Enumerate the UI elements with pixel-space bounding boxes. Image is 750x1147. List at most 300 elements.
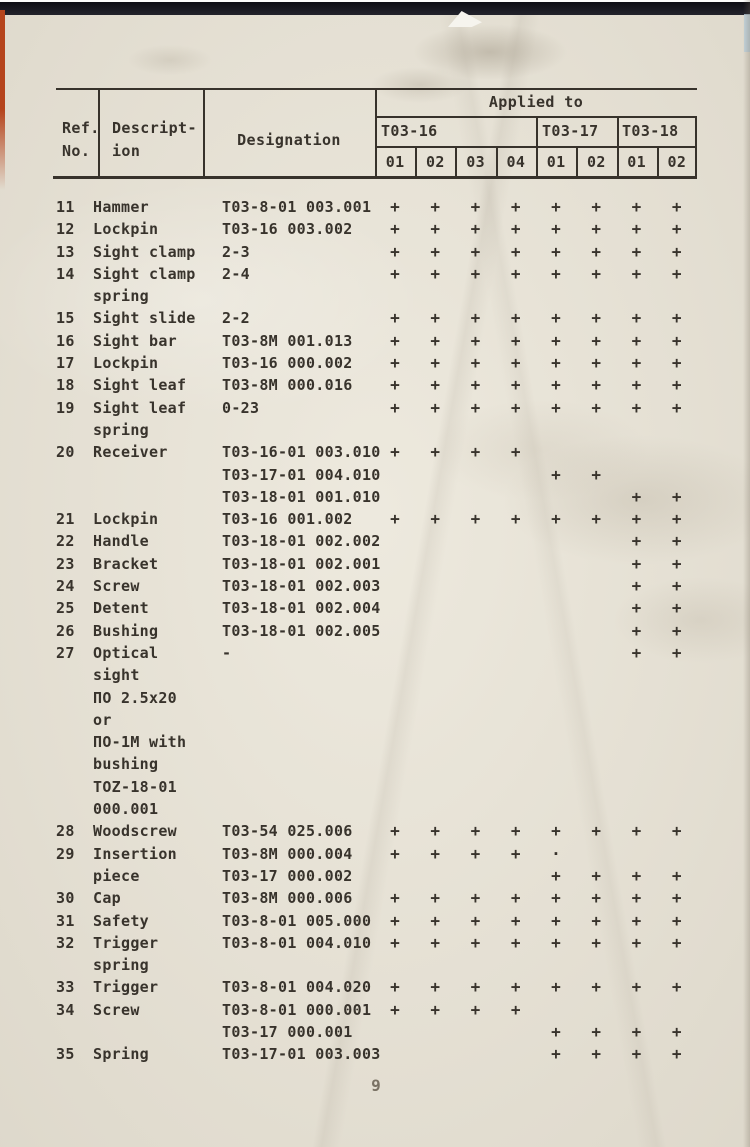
- designation-cell: T03-8-01 000.001: [222, 1000, 372, 1019]
- plus-mark: +: [551, 219, 562, 239]
- plus-mark: [456, 664, 496, 686]
- plus-mark: [415, 419, 455, 441]
- plus-mark: +: [591, 865, 602, 885]
- header-model-t03-16: T03-16: [381, 122, 438, 140]
- plus-mark: +: [551, 509, 562, 529]
- plus-mark: +: [671, 353, 682, 373]
- plus-mark: [496, 753, 536, 775]
- ref-no-cell: [56, 731, 93, 753]
- table-row: [56, 999, 697, 1021]
- table-row: [56, 575, 697, 597]
- plus-mark: [456, 553, 496, 575]
- plus-mark: [415, 575, 455, 597]
- subcol-label: 01: [627, 153, 647, 171]
- plus-mark: [617, 709, 657, 731]
- subcol-label: 02: [667, 153, 687, 171]
- ref-no-cell: 14: [56, 264, 75, 283]
- ref-no-cell: 35: [56, 1045, 75, 1064]
- designation-cell: T03-8-01 004.010: [222, 933, 372, 952]
- plus-mark: +: [430, 888, 441, 908]
- ref-no-cell: 13: [56, 242, 75, 261]
- plus-mark: [536, 620, 576, 642]
- designation-cell: T03-54 025.006: [222, 822, 353, 841]
- description-cell: Detent: [93, 599, 149, 618]
- designation-cell: T03-16 003.002: [222, 220, 353, 239]
- plus-mark: [576, 776, 616, 798]
- designation-cell: T03-18-01 002.001: [222, 554, 381, 573]
- plus-mark: [496, 419, 536, 441]
- plus-mark: +: [510, 999, 521, 1019]
- plus-mark: [415, 798, 455, 820]
- table-row: [56, 307, 697, 329]
- table-row: [56, 597, 697, 619]
- plus-mark: +: [671, 642, 682, 662]
- plus-mark: +: [510, 308, 521, 328]
- plus-mark: [456, 1021, 496, 1043]
- plus-mark: [576, 954, 616, 976]
- plus-mark: [415, 664, 455, 686]
- plus-mark: +: [510, 977, 521, 997]
- plus-mark: [415, 753, 455, 775]
- ref-no-cell: [56, 954, 93, 976]
- designation-cell: T03-17 000.002: [222, 866, 353, 885]
- applicability-marks-cell: [375, 1021, 697, 1043]
- plus-mark: +: [390, 353, 401, 373]
- plus-mark: +: [631, 375, 642, 395]
- description-cell: Trigger: [93, 978, 159, 997]
- plus-mark: +: [671, 219, 682, 239]
- designation-cell: T03-16 001.002: [222, 510, 353, 529]
- plus-mark: [536, 642, 576, 664]
- ref-no-cell: [56, 464, 93, 486]
- header-applied-to: Applied to: [488, 93, 584, 111]
- plus-mark: +: [631, 486, 642, 506]
- plus-mark: [496, 776, 536, 798]
- plus-mark: +: [470, 843, 481, 863]
- ref-no-cell: [56, 776, 93, 798]
- description-cell: Trigger: [93, 933, 159, 952]
- plus-mark: +: [430, 241, 441, 261]
- plus-mark: [617, 664, 657, 686]
- table-row: [56, 820, 697, 842]
- plus-mark: [536, 731, 576, 753]
- applicability-marks-cell: [375, 731, 697, 753]
- ref-no-cell: [56, 798, 93, 820]
- plus-mark: +: [510, 910, 521, 930]
- description-cell: Sight clamp: [93, 264, 196, 283]
- plus-mark: [456, 1043, 496, 1065]
- description-cell: Sight slide: [93, 309, 196, 328]
- plus-mark: [576, 486, 616, 508]
- description-cell: Receiver: [93, 443, 168, 462]
- table-body: [56, 196, 697, 1066]
- applicability-marks-cell: [375, 307, 697, 329]
- plus-mark: +: [631, 553, 642, 573]
- description-cell: ПО-1M with: [93, 733, 187, 752]
- plus-mark: +: [591, 353, 602, 373]
- plus-mark: [617, 798, 657, 820]
- plus-mark: +: [551, 353, 562, 373]
- plus-mark: +: [671, 308, 682, 328]
- description-cell: Screw: [93, 577, 140, 596]
- plus-mark: +: [470, 375, 481, 395]
- description-cell: Insertion: [93, 844, 177, 863]
- plus-mark: +: [430, 821, 441, 841]
- plus-mark: [456, 597, 496, 619]
- plus-mark: +: [631, 1044, 642, 1064]
- plus-mark: +: [470, 219, 481, 239]
- table-row: [56, 464, 697, 486]
- plus-mark: [375, 753, 415, 775]
- plus-mark: [496, 1021, 536, 1043]
- plus-mark: +: [430, 442, 441, 462]
- ref-no-cell: 22: [56, 532, 75, 551]
- plus-mark: +: [390, 375, 401, 395]
- plus-mark: [456, 419, 496, 441]
- plus-mark: +: [631, 642, 642, 662]
- plus-mark: [415, 1021, 455, 1043]
- plus-mark: [536, 575, 576, 597]
- plus-mark: +: [671, 553, 682, 573]
- applicability-marks-cell: [375, 954, 697, 976]
- applicability-marks-cell: [375, 976, 697, 998]
- designation-cell: T03-8M 001.013: [222, 331, 353, 350]
- plus-mark: +: [551, 1021, 562, 1041]
- designation-cell: T03-8M 000.016: [222, 376, 353, 395]
- plus-mark: [617, 419, 657, 441]
- table-row: [56, 620, 697, 642]
- applicability-marks-cell: [375, 464, 697, 486]
- table-row: [56, 1021, 697, 1043]
- plus-mark: [576, 419, 616, 441]
- plus-mark: +: [591, 509, 602, 529]
- plus-mark: +: [631, 197, 642, 216]
- description-cell: Sight clamp: [93, 242, 196, 261]
- table-row: [56, 932, 697, 954]
- plus-mark: [496, 486, 536, 508]
- plus-mark: [536, 553, 576, 575]
- designation-cell: T03-18-01 002.004: [222, 599, 381, 618]
- designation-cell: T03-18-01 002.002: [222, 532, 381, 551]
- plus-mark: +: [390, 932, 401, 952]
- plus-mark: [375, 620, 415, 642]
- plus-mark: +: [551, 821, 562, 841]
- plus-mark: [415, 530, 455, 552]
- applicability-marks-cell: [375, 865, 697, 887]
- designation-cell: T03-16 000.002: [222, 354, 353, 373]
- plus-mark: +: [591, 464, 602, 484]
- plus-mark: [576, 441, 616, 463]
- plus-mark: [375, 776, 415, 798]
- plus-mark: +: [591, 375, 602, 395]
- header-description-line1: Descript-: [112, 119, 197, 137]
- plus-mark: [456, 865, 496, 887]
- plus-mark: +: [591, 932, 602, 952]
- plus-mark: +: [510, 241, 521, 261]
- plus-mark: [536, 798, 576, 820]
- plus-mark: +: [671, 263, 682, 283]
- description-cell: or: [93, 710, 112, 729]
- plus-mark: [456, 753, 496, 775]
- plus-mark: [456, 687, 496, 709]
- plus-mark: [536, 687, 576, 709]
- table-row: [56, 330, 697, 352]
- table-row: [56, 241, 697, 263]
- plus-mark: [496, 620, 536, 642]
- table-row: [56, 285, 697, 307]
- plus-mark: +: [631, 910, 642, 930]
- plus-mark: [375, 464, 415, 486]
- plus-mark: +: [390, 442, 401, 462]
- description-cell: Spring: [93, 1045, 149, 1064]
- plus-mark: [657, 753, 697, 775]
- designation-cell: 0-23: [222, 398, 260, 417]
- plus-mark: +: [390, 910, 401, 930]
- plus-mark: +: [551, 1044, 562, 1064]
- scanner-dark-edge: [0, 2, 750, 15]
- applicability-marks-cell: [375, 441, 697, 463]
- plus-mark: +: [591, 219, 602, 239]
- table-row: [56, 419, 697, 441]
- plus-mark: [415, 464, 455, 486]
- table-row: [56, 642, 697, 664]
- plus-mark: [657, 285, 697, 307]
- plus-mark: [375, 553, 415, 575]
- table-row: [56, 887, 697, 909]
- plus-mark: [617, 464, 657, 486]
- plus-mark: [536, 419, 576, 441]
- plus-mark: +: [390, 397, 401, 417]
- plus-mark: +: [470, 932, 481, 952]
- plus-mark: [456, 464, 496, 486]
- plus-mark: +: [591, 397, 602, 417]
- plus-mark: [617, 999, 657, 1021]
- applicability-marks-cell: [375, 798, 697, 820]
- designation-cell: T03-17-01 003.003: [222, 1045, 381, 1064]
- plus-mark: [657, 999, 697, 1021]
- plus-mark: [536, 530, 576, 552]
- designation-cell: 2-4: [222, 264, 250, 283]
- plus-mark: +: [510, 219, 521, 239]
- plus-mark: [576, 285, 616, 307]
- plus-mark: +: [591, 263, 602, 283]
- plus-mark: +: [671, 888, 682, 908]
- plus-mark: +: [510, 397, 521, 417]
- table-row: [56, 397, 697, 419]
- subcol-label: 02: [425, 153, 445, 171]
- designation-cell: 2-3: [222, 242, 250, 261]
- plus-mark: [536, 954, 576, 976]
- plus-mark: [657, 776, 697, 798]
- ref-no-cell: 17: [56, 354, 75, 373]
- applicability-marks-cell: [375, 642, 697, 664]
- plus-mark: [375, 575, 415, 597]
- plus-mark: [536, 441, 576, 463]
- designation-cell: T03-17-01 004.010: [222, 465, 381, 484]
- plus-mark: [576, 687, 616, 709]
- plus-mark: +: [551, 932, 562, 952]
- description-cell: Screw: [93, 1000, 140, 1019]
- plus-mark: +: [551, 197, 562, 216]
- ref-no-cell: 28: [56, 822, 75, 841]
- plus-mark: +: [430, 509, 441, 529]
- description-cell: Lockpin: [93, 510, 159, 529]
- plus-mark: [536, 486, 576, 508]
- plus-mark: +: [631, 865, 642, 885]
- plus-mark: [375, 1043, 415, 1065]
- plus-mark: +: [470, 999, 481, 1019]
- ref-no-cell: [56, 753, 93, 775]
- plus-mark: [657, 664, 697, 686]
- plus-mark: +: [430, 197, 441, 216]
- plus-mark: [617, 954, 657, 976]
- plus-mark: [576, 999, 616, 1021]
- plus-mark: +: [591, 821, 602, 841]
- plus-mark: +: [510, 330, 521, 350]
- plus-mark: +: [510, 353, 521, 373]
- plus-mark: [375, 664, 415, 686]
- plus-mark: [496, 553, 536, 575]
- table-row: [56, 352, 697, 374]
- header-ref-line1: Ref.: [62, 119, 100, 137]
- plus-mark: +: [631, 397, 642, 417]
- applicability-marks-cell: [375, 843, 697, 865]
- applicability-marks-cell: [375, 397, 697, 419]
- plus-mark: +: [390, 821, 401, 841]
- header-subcolumns: [375, 149, 697, 175]
- description-cell: Hammer: [93, 198, 149, 216]
- description-cell: [93, 486, 203, 508]
- plus-mark: +: [470, 397, 481, 417]
- ref-no-cell: 25: [56, 599, 75, 618]
- plus-mark: +: [430, 932, 441, 952]
- ref-no-cell: 11: [56, 198, 75, 216]
- plus-mark: +: [631, 620, 642, 640]
- plus-mark: [496, 731, 536, 753]
- plus-mark: +: [551, 263, 562, 283]
- plus-mark: +: [390, 977, 401, 997]
- table-row: [56, 731, 697, 753]
- description-cell: Handle: [93, 532, 149, 551]
- table-row: [56, 374, 697, 396]
- applicability-marks-cell: [375, 196, 697, 218]
- plus-mark: +: [390, 843, 401, 863]
- plus-mark: +: [671, 375, 682, 395]
- description-cell: bushing: [93, 755, 159, 774]
- plus-mark: [375, 530, 415, 552]
- designation-cell: -: [222, 643, 232, 662]
- description-cell: Woodscrew: [93, 822, 177, 841]
- plus-mark: [415, 597, 455, 619]
- plus-mark: +: [631, 531, 642, 551]
- plus-mark: +: [390, 241, 401, 261]
- plus-mark: +: [551, 308, 562, 328]
- description-cell: 000.001: [93, 800, 159, 819]
- applicability-marks-cell: [375, 575, 697, 597]
- table-row: [56, 530, 697, 552]
- plus-mark: [617, 731, 657, 753]
- designation-cell: T03-8-01 004.020: [222, 978, 372, 997]
- plus-mark: [375, 285, 415, 307]
- plus-mark: +: [390, 219, 401, 239]
- plus-mark: +: [671, 932, 682, 952]
- plus-mark: [576, 664, 616, 686]
- applicability-marks-cell: [375, 263, 697, 285]
- plus-mark: +: [551, 330, 562, 350]
- description-cell: piece: [93, 866, 140, 885]
- table-row: [56, 263, 697, 285]
- applicability-marks-cell: [375, 241, 697, 263]
- book-spine-strip: [0, 10, 5, 190]
- description-cell: Sight leaf: [93, 376, 187, 395]
- plus-mark: +: [671, 531, 682, 551]
- plus-mark: +: [470, 330, 481, 350]
- plus-mark: +: [671, 910, 682, 930]
- plus-mark: [456, 620, 496, 642]
- designation-cell: [203, 664, 375, 686]
- plus-mark: [415, 285, 455, 307]
- plus-mark: [576, 731, 616, 753]
- plus-mark: [415, 776, 455, 798]
- plus-mark: [496, 464, 536, 486]
- ref-no-cell: 12: [56, 220, 75, 239]
- table-row: [56, 1043, 697, 1065]
- table-row: [56, 954, 697, 976]
- designation-cell: T03-17 000.001: [222, 1022, 353, 1041]
- plus-mark: +: [671, 576, 682, 596]
- plus-mark: +: [430, 263, 441, 283]
- applicability-marks-cell: [375, 419, 697, 441]
- plus-mark: [496, 597, 536, 619]
- plus-mark: [657, 798, 697, 820]
- plus-mark: [456, 575, 496, 597]
- plus-mark: +: [430, 219, 441, 239]
- plus-mark: [375, 687, 415, 709]
- plus-mark: [456, 776, 496, 798]
- plus-mark: [415, 642, 455, 664]
- description-cell: Lockpin: [93, 220, 159, 239]
- plus-mark: +: [631, 821, 642, 841]
- plus-mark: +: [551, 865, 562, 885]
- plus-mark: +: [591, 1044, 602, 1064]
- description-cell: [93, 1021, 203, 1043]
- plus-mark: [496, 954, 536, 976]
- subcol-label: 01: [385, 153, 405, 171]
- plus-mark: [576, 575, 616, 597]
- plus-mark: [456, 486, 496, 508]
- plus-mark: [375, 798, 415, 820]
- plus-mark: [657, 687, 697, 709]
- designation-cell: T03-18-01 001.010: [222, 487, 381, 506]
- table-row: [56, 843, 697, 865]
- plus-mark: +: [631, 219, 642, 239]
- plus-mark: +: [390, 888, 401, 908]
- ref-no-cell: [56, 687, 93, 709]
- plus-mark: [415, 486, 455, 508]
- plus-mark: [375, 865, 415, 887]
- plus-mark: [496, 285, 536, 307]
- plus-mark: [657, 731, 697, 753]
- plus-mark: +: [551, 464, 562, 484]
- plus-mark: [576, 709, 616, 731]
- plus-mark: [375, 642, 415, 664]
- plus-mark: +: [390, 330, 401, 350]
- plus-mark: +: [390, 999, 401, 1019]
- plus-mark: [375, 419, 415, 441]
- description-cell: Lockpin: [93, 354, 159, 373]
- plus-mark: [415, 620, 455, 642]
- plus-mark: [657, 464, 697, 486]
